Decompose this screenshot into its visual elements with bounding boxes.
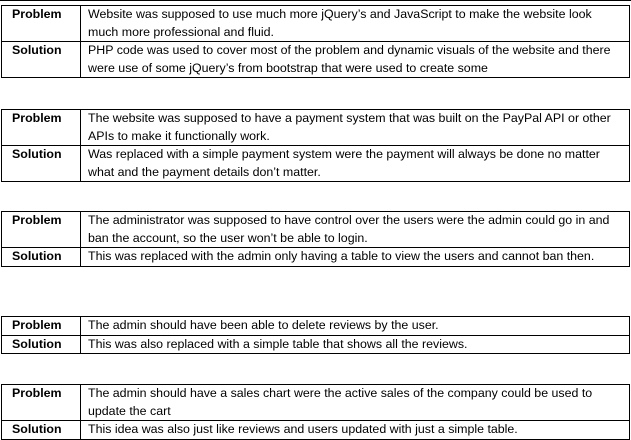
problem-solution-table-1 <box>1 5 630 78</box>
problem-text: The admin should have been able to delete reviews by the user. <box>81 317 630 336</box>
problem-label: Problem <box>2 110 81 146</box>
solution-row <box>2 335 630 354</box>
problem-row <box>2 317 630 336</box>
problem-text: The website was supposed to have a payment system that was built on the PayPal API or other APIs to make it functionally work. <box>81 110 630 146</box>
solution-label: Solution <box>2 42 81 78</box>
problem-label: Problem <box>2 385 81 421</box>
solution-row <box>2 146 630 182</box>
page-top-rule <box>0 0 631 1</box>
solution-text: Was replaced with a simple payment system were the payment will always be done no matter what and the payment details don’t matter. <box>81 146 630 182</box>
problem-solution-table-2 <box>1 109 630 182</box>
solution-text: This was also replaced with a simple table that shows all the reviews. <box>81 335 630 354</box>
solution-row <box>2 421 630 440</box>
problem-row <box>2 6 630 42</box>
problem-text: The admin should have a sales chart were the active sales of the company could be used to update the cart <box>81 385 630 421</box>
solution-row <box>2 248 630 267</box>
solution-label: Solution <box>2 421 81 440</box>
problem-label: Problem <box>2 212 81 248</box>
solution-row <box>2 42 630 78</box>
problem-label: Problem <box>2 6 81 42</box>
solution-label: Solution <box>2 248 81 267</box>
problem-label: Problem <box>2 317 81 336</box>
solution-label: Solution <box>2 146 81 182</box>
solution-text: PHP code was used to cover most of the problem and dynamic visuals of the website and there were use of some jQuery’s from bootstrap that were used to create some <box>81 42 630 78</box>
problem-text: The administrator was supposed to have control over the users were the admin could go in and ban the account, so the user won’t be able to login. <box>81 212 630 248</box>
problem-row <box>2 385 630 421</box>
solution-label: Solution <box>2 335 81 354</box>
problem-solution-table-3 <box>1 211 630 267</box>
problem-solution-table-5 <box>1 384 630 440</box>
solution-text: This was replaced with the admin only having a table to view the users and cannot ban then. <box>81 248 630 267</box>
solution-text: This idea was also just like reviews and users updated with just a simple table. <box>81 421 630 440</box>
problem-solution-table-4 <box>1 316 630 354</box>
problem-row <box>2 212 630 248</box>
problem-row <box>2 110 630 146</box>
problem-text: Website was supposed to use much more jQuery’s and JavaScript to make the website look much more professional and fluid. <box>81 6 630 42</box>
